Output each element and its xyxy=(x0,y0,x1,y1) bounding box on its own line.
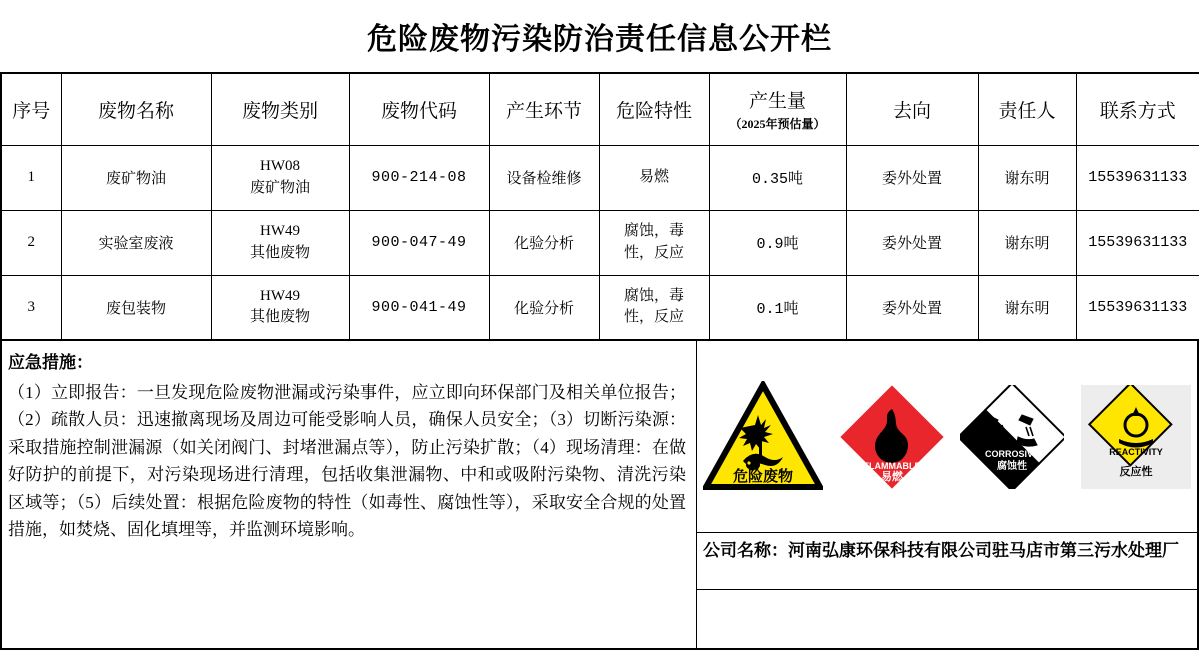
column-header-amount: 产生量 （2025年预估量） xyxy=(709,73,846,145)
cell-name: 废矿物油 xyxy=(61,145,211,210)
cell-person: 谢东明 xyxy=(978,275,1076,340)
company-divider xyxy=(697,589,1197,590)
cell-code: 900-041-49 xyxy=(349,275,489,340)
hazardous-waste-triangle-icon xyxy=(703,381,823,493)
column-header-index: 序号 xyxy=(1,73,61,145)
cell-amount: 0.9吨 xyxy=(709,210,846,275)
cell-destination: 委外处置 xyxy=(846,210,978,275)
cell-hazard: 腐蚀，毒 性，反应 xyxy=(599,275,709,340)
company-name-text: 公司名称：河南弘康环保科技有限公司驻马店市第三污水处理厂 xyxy=(703,541,1179,560)
svg-text:易燃: 易燃 xyxy=(880,470,903,483)
cell-amount: 0.35吨 xyxy=(709,145,846,210)
page-title: 危险废物污染防治责任信息公开栏 xyxy=(367,23,832,56)
waste-info-table xyxy=(0,72,1199,341)
emergency-measures-heading: 应急措施： xyxy=(8,353,93,372)
cell-code: 900-214-08 xyxy=(349,145,489,210)
column-header-code: 废物代码 xyxy=(349,73,489,145)
cell-code: 900-047-49 xyxy=(349,210,489,275)
reactivity-diamond-icon xyxy=(1081,385,1191,489)
table-body xyxy=(1,145,1199,340)
cell-contact: 15539631133 xyxy=(1076,210,1199,275)
svg-text:反应性: 反应性 xyxy=(1119,465,1153,478)
cell-category: HW49 其他废物 xyxy=(211,210,349,275)
flammable-diamond-icon xyxy=(840,385,944,489)
svg-text:FLAMMABLE: FLAMMABLE xyxy=(863,460,921,471)
cell-contact: 15539631133 xyxy=(1076,275,1199,340)
emergency-measures-panel xyxy=(2,341,697,648)
cell-hazard: 易燃 xyxy=(599,145,709,210)
corrosive-diamond-icon xyxy=(960,385,1064,489)
cell-process: 化验分析 xyxy=(489,210,599,275)
bottom-section xyxy=(0,341,1199,650)
cell-process: 化验分析 xyxy=(489,275,599,340)
table-row xyxy=(1,145,1199,210)
cell-index: 3 xyxy=(1,275,61,340)
cell-name: 实验室废液 xyxy=(61,210,211,275)
hazard-signs-row xyxy=(697,341,1197,533)
cell-index: 1 xyxy=(1,145,61,210)
column-header-amount-sub: （2025年预估量） xyxy=(729,117,826,132)
table-row xyxy=(1,275,1199,340)
cell-index: 2 xyxy=(1,210,61,275)
table-row xyxy=(1,210,1199,275)
right-column xyxy=(697,341,1197,648)
column-header-category: 废物类别 xyxy=(211,73,349,145)
cell-category: HW08 废矿物油 xyxy=(211,145,349,210)
svg-text:REACTIVITY: REACTIVITY xyxy=(1109,446,1163,457)
cell-person: 谢东明 xyxy=(978,210,1076,275)
table-header xyxy=(1,73,1199,145)
svg-text:危险废物: 危险废物 xyxy=(732,467,794,485)
cell-process: 设备检维修 xyxy=(489,145,599,210)
column-header-contact: 联系方式 xyxy=(1076,73,1199,145)
column-header-process: 产生环节 xyxy=(489,73,599,145)
title-bar xyxy=(0,0,1199,72)
svg-text:CORROSIVE: CORROSIVE xyxy=(985,448,1040,459)
cell-destination: 委外处置 xyxy=(846,145,978,210)
emergency-measures-text: （1）立即报告：一旦发现危险废物泄漏或污染事件，应立即向环保部门及相关单位报告；（2）疏散人员：迅速撤离现场及周边可能受影响人员，确保人员安全；（3）切断污染源：采取措施控制泄漏源（如关闭阀门、封堵泄漏点等），防止污染扩散；（4）现场清理：在做好防护的前提下，对污染现场进行清理，包括收集泄漏物、中和或吸附污染物、清洗污染区域等；（5）后续处置：根据危险废物的特性（如毒性、腐蚀性等），采取安全合规的处置措施，如焚烧、固化填埋等，并监测环境影响。 xyxy=(8,382,686,540)
cell-amount: 0.1吨 xyxy=(709,275,846,340)
cell-name: 废包装物 xyxy=(61,275,211,340)
svg-text:腐蚀性: 腐蚀性 xyxy=(997,460,1028,472)
cell-person: 谢东明 xyxy=(978,145,1076,210)
cell-contact: 15539631133 xyxy=(1076,145,1199,210)
column-header-destination: 去向 xyxy=(846,73,978,145)
table-header-row xyxy=(1,73,1199,145)
cell-category: HW49 其他废物 xyxy=(211,275,349,340)
cell-hazard: 腐蚀，毒 性，反应 xyxy=(599,210,709,275)
company-name-block xyxy=(697,533,1197,648)
column-header-name: 废物名称 xyxy=(61,73,211,145)
column-header-hazard: 危险特性 xyxy=(599,73,709,145)
column-header-person: 责任人 xyxy=(978,73,1076,145)
cell-destination: 委外处置 xyxy=(846,275,978,340)
